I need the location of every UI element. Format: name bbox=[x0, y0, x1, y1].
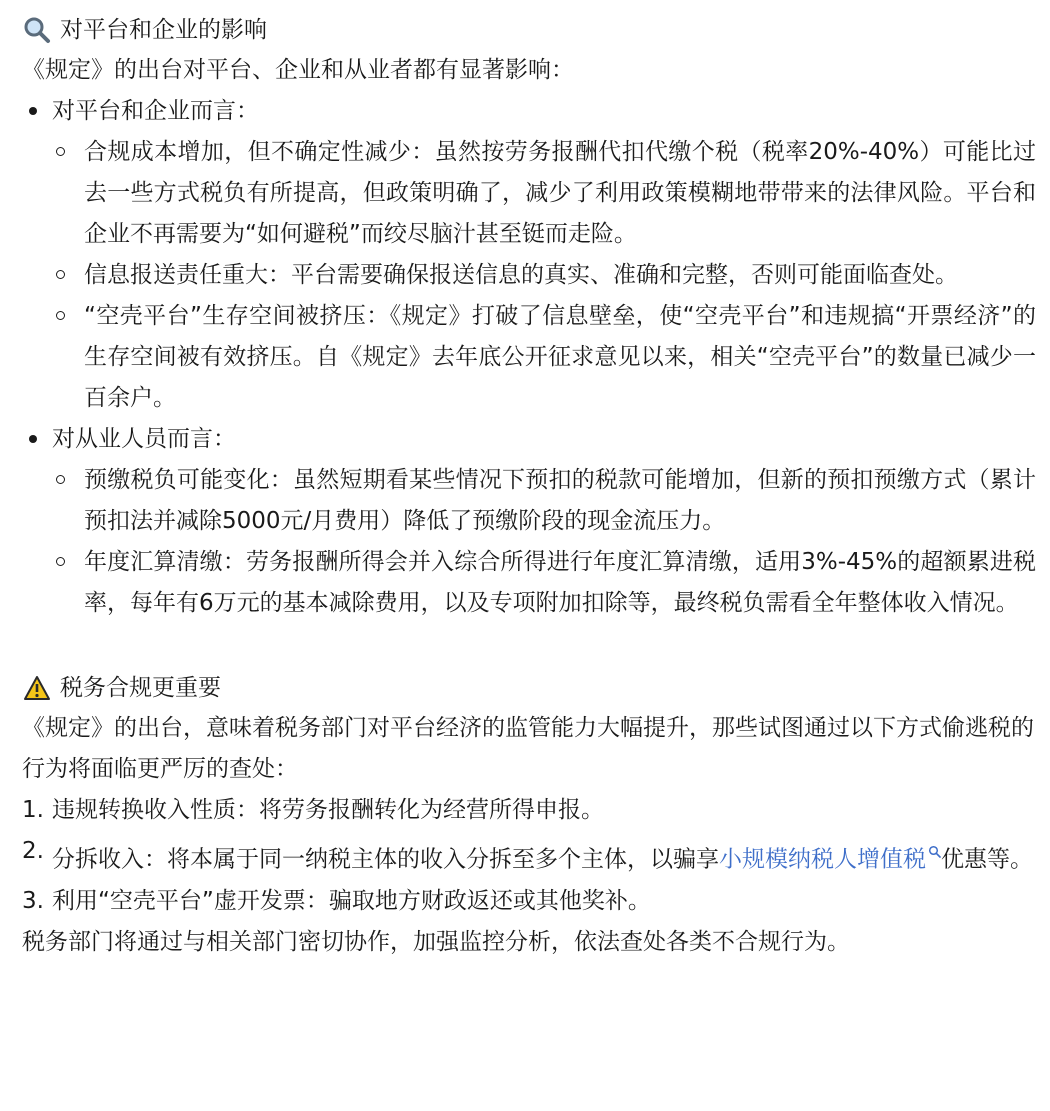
section-title: 税务合规更重要 bbox=[60, 674, 221, 701]
item-number: 1. bbox=[22, 797, 44, 823]
sub-list bbox=[52, 460, 1036, 624]
section-title: 对平台和企业的影响 bbox=[60, 16, 267, 43]
sub-list-item: “空壳平台”生存空间被挤压：《规定》打破了信息壁垒，使“空壳平台”和违规搞“开票经济”的生存空间被有效挤压。自《规定》去年底公开征求意见以来，相关“空壳平台”的数量已减少一百余户。 bbox=[52, 296, 1036, 419]
section-heading-compliance bbox=[22, 668, 1036, 708]
numbered-item bbox=[22, 831, 1036, 881]
section-intro: 《规定》的出台对平台、企业和从业者都有显著影响： bbox=[22, 57, 574, 83]
item-number: 2. bbox=[22, 838, 44, 864]
item-number: 3. bbox=[22, 887, 44, 914]
spacer bbox=[22, 624, 1036, 668]
list-item bbox=[22, 91, 1036, 419]
violation-list bbox=[22, 790, 1036, 922]
sub-list-item: 合规成本增加，但不确定性减少：虽然按劳务报酬代扣代缴个税（税率20%-40%）可能比过去一些方式税负有所提高，但政策明确了，减少了利用政策模糊地带带来的法律风险。平台和企业不再需要为“如何避税”而绞尽脑汁甚至铤而走险。 bbox=[52, 132, 1036, 255]
item-text: 优惠等。 bbox=[941, 846, 1033, 873]
item-text: 利用“空壳平台”虚开发票：骗取地方财政返还或其他奖补。 bbox=[52, 887, 651, 914]
search-link[interactable]: 小规模纳税人增值税 bbox=[719, 846, 926, 873]
closing-paragraph: 税务部门将通过与相关部门密切协作，加强监控分析，依法查处各类不合规行为。 bbox=[22, 928, 850, 955]
item-text: 违规转换收入性质：将劳务报酬转化为经营所得申报。 bbox=[52, 797, 604, 823]
magnifier-icon bbox=[22, 15, 52, 45]
section-heading-impact bbox=[22, 10, 1036, 50]
list-item bbox=[22, 419, 1036, 624]
section-intro: 《规定》的出台，意味着税务部门对平台经济的监管能力大幅提升，那些试图通过以下方式偷逃税的行为将面临更严厉的查处： bbox=[22, 715, 1034, 782]
numbered-item bbox=[22, 790, 1036, 831]
sub-list-item: 信息报送责任重大：平台需要确保报送信息的真实、准确和完整，否则可能面临查处。 bbox=[52, 255, 1036, 296]
sub-list-item: 预缴税负可能变化：虽然短期看某些情况下预扣的税款可能增加，但新的预扣预缴方式（累计预扣法并减除5000元/月费用）降低了预缴阶段的现金流压力。 bbox=[52, 460, 1036, 542]
item-text: 分拆收入：将本属于同一纳税主体的收入分拆至多个主体，以骗享 bbox=[52, 846, 719, 873]
sub-list bbox=[52, 132, 1036, 419]
impact-list bbox=[22, 91, 1036, 624]
numbered-item bbox=[22, 881, 1036, 922]
group-label: 对平台和企业而言： bbox=[52, 98, 259, 124]
sub-list-item: 年度汇算清缴：劳务报酬所得会并入综合所得进行年度汇算清缴，适用3%-45%的超额累进税率，每年有6万元的基本减除费用，以及专项附加扣除等，最终税负需看全年整体收入情况。 bbox=[52, 542, 1036, 624]
group-label: 对从业人员而言： bbox=[52, 426, 236, 452]
warning-icon bbox=[22, 673, 52, 703]
search-icon[interactable] bbox=[928, 831, 941, 872]
